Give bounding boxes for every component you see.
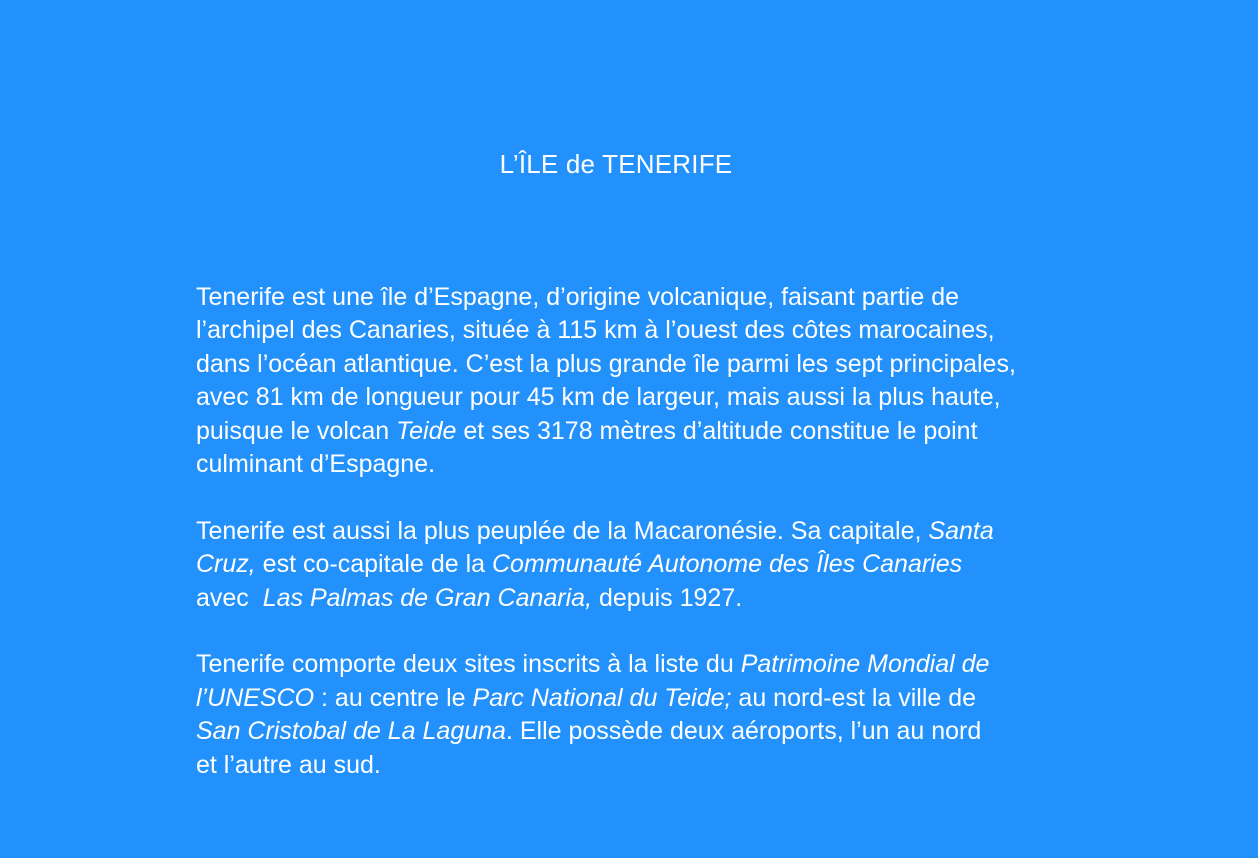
text-run-italic: Santa <box>928 516 994 545</box>
text-run: depuis 1927. <box>592 583 743 612</box>
paragraph-unesco <box>196 648 1136 782</box>
text-run-italic: Las Palmas de Gran Canaria, <box>262 583 593 612</box>
text-run-italic: Parc National du Teide; <box>472 683 732 712</box>
text-line <box>196 381 1136 414</box>
text-run-italic: Cruz, <box>196 550 256 579</box>
text-run: avec <box>196 583 263 612</box>
text-run: culminant d’Espagne. <box>196 450 436 479</box>
paragraph-geography <box>196 281 1136 481</box>
text-run-italic: Patrimoine Mondial de <box>740 650 990 679</box>
paragraph-capital <box>196 515 1136 615</box>
text-line <box>196 348 1136 381</box>
text-run: avec 81 km de longueur pour 45 km de largeur, mais aussi la plus haute, <box>196 383 1001 412</box>
text-line <box>196 749 1136 782</box>
text-line <box>196 314 1136 347</box>
text-line <box>196 582 1136 615</box>
text-run: puisque le volcan <box>196 416 397 445</box>
text-run-italic: l’UNESCO <box>196 683 315 712</box>
text-run: et ses 3178 mètres d’altitude constitue le point <box>456 416 978 445</box>
text-line <box>196 281 1136 314</box>
text-line <box>196 548 1136 581</box>
text-run: . Elle possède deux aéroports, l’un au nord <box>505 717 982 746</box>
text-line <box>196 448 1136 481</box>
text-run: est co-capitale de la <box>255 550 492 579</box>
text-line <box>196 648 1136 681</box>
text-run: au nord-est la ville de <box>731 683 977 712</box>
text-run: : au centre le <box>314 683 473 712</box>
body-text <box>196 281 1136 815</box>
text-line <box>196 515 1136 548</box>
text-run-italic: Teide <box>396 416 457 445</box>
text-run: Tenerife est une île d’Espagne, d’origine volcanique, faisant partie de <box>196 283 960 311</box>
text-run: Tenerife est aussi la plus peuplée de la Macaronésie. Sa capitale, <box>196 516 929 545</box>
text-run: dans l’océan atlantique. C’est la plus grande île parmi les sept principales, <box>196 349 1016 378</box>
text-line <box>196 415 1136 448</box>
text-line <box>196 715 1136 748</box>
text-run: l’archipel des Canaries, située à 115 km à l’ouest des côtes marocaines, <box>196 316 995 345</box>
text-run: et l’autre au sud. <box>196 750 381 779</box>
text-run-italic: San Cristobal de La Laguna <box>196 717 506 746</box>
page-title: L’ÎLE de TENERIFE <box>499 149 733 179</box>
text-run-italic: Communauté Autonome des Îles Canaries <box>491 550 963 579</box>
text-run: Tenerife comporte deux sites inscrits à la liste du <box>196 650 741 679</box>
text-line <box>196 682 1136 715</box>
